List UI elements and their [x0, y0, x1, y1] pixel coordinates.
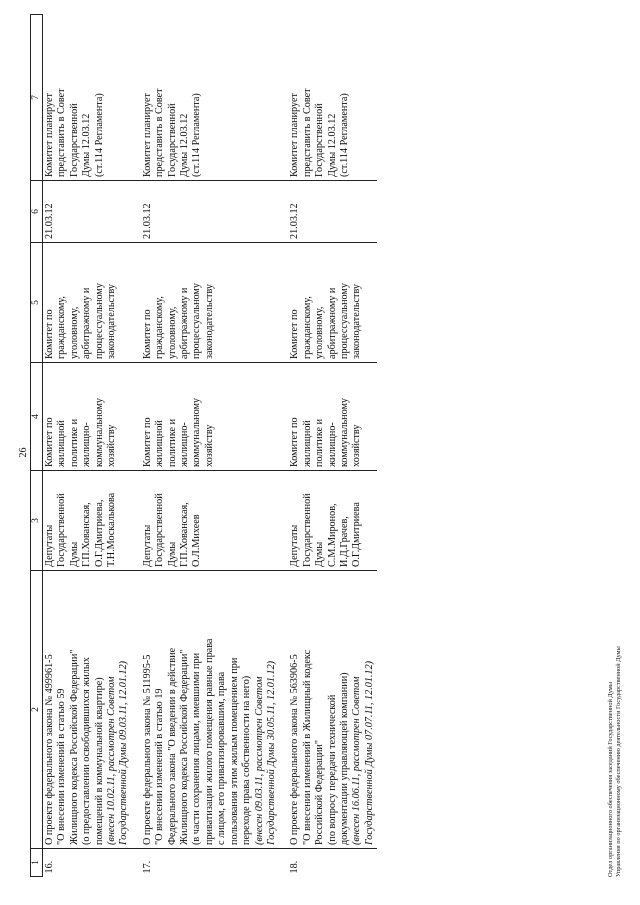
- committee-line: Комитет по: [141, 417, 153, 467]
- column-header: 4: [31, 363, 43, 471]
- author-line: С.М.Миронов,: [326, 503, 338, 567]
- plan-line: Государственной: [166, 103, 178, 177]
- row-number-cell: [43, 849, 132, 877]
- committee-cell: [132, 363, 279, 471]
- committee-line: коммунальному: [191, 397, 203, 467]
- table-row: [132, 15, 279, 877]
- bills-table: [30, 14, 377, 877]
- plan-line: Государственной: [68, 103, 80, 177]
- bill-status-line: Государственной Думы 30.05.11, 12.01.12): [265, 660, 277, 845]
- author-line: Государственной: [56, 493, 68, 567]
- author-line: О.Г.Дмитриева,: [93, 499, 105, 567]
- bill-status-line: Государственной Думы 09.03.11, 12.01.12): [118, 660, 130, 845]
- plan-line: (ст.114 Регламента): [338, 93, 350, 177]
- column-header: 6: [31, 181, 43, 243]
- bill-title-line: документации управляющей компании): [338, 672, 350, 845]
- row-number-cell: [279, 849, 377, 877]
- bill-title-line: переходе права собственности на него): [241, 675, 253, 845]
- table-header-row: [31, 15, 43, 877]
- committee-line: хозяйству: [106, 424, 118, 467]
- bill-title-cell: [279, 571, 377, 849]
- column-header: 7: [31, 15, 43, 181]
- author-line: О.Л.Михеев: [191, 514, 203, 567]
- co-committee-line: гражданскому,: [56, 296, 68, 359]
- committee-line: жилищной: [56, 420, 68, 467]
- bill-title-line: (в части сохранения лицами, имевшими при: [191, 652, 203, 845]
- author-line: Думы: [166, 541, 178, 567]
- date-cell: [132, 181, 279, 243]
- author-line: Депутаты: [44, 524, 55, 567]
- author-line: Депутаты: [289, 524, 301, 567]
- bill-title-line: О проекте федерального закона № 499961-5: [44, 654, 55, 845]
- author-line: Думы: [314, 541, 326, 567]
- bill-title-line: Федерального закона "О введении в действие: [166, 647, 178, 845]
- committee-line: коммунальному: [338, 397, 350, 467]
- committee-line: Комитет по: [44, 417, 55, 467]
- author-line: Г.П.Хованская,: [179, 502, 191, 567]
- bill-status-line: Государственной Думы 07.07.11, 12.01.12): [363, 660, 375, 845]
- bill-title-line: Жилищного кодекса Российской Федерации": [68, 649, 80, 845]
- co-committee-line: Комитет по: [44, 309, 55, 359]
- co-committee-cell: [43, 243, 132, 363]
- co-committee-line: уголовному,: [314, 306, 326, 359]
- co-committee-line: законодательству: [351, 284, 363, 359]
- author-line: О.Г.Дмитриева: [351, 502, 363, 567]
- co-committee-line: законодательству: [203, 284, 215, 359]
- plan-line: представить в Совет: [301, 88, 313, 177]
- co-committee-line: процессуальному: [93, 283, 105, 359]
- row-number: 17.: [141, 860, 153, 874]
- co-committee-line: законодательству: [106, 284, 118, 359]
- committee-line: политике и: [166, 418, 178, 467]
- committee-line: политике и: [68, 418, 80, 467]
- plan-cell: [132, 15, 279, 181]
- bill-title-line: (о предоставлении освободившихся жилых: [81, 657, 93, 845]
- bill-status-line: (внесен 09.03.11, рассмотрен Советом: [253, 676, 265, 845]
- authors-cell: [43, 471, 132, 571]
- bill-title-line: О проекте федерального закона № 511995-5: [141, 654, 153, 845]
- co-committee-line: уголовному,: [166, 306, 178, 359]
- bill-status-line: (внесен 10.02.11, рассмотрен Советом: [106, 676, 118, 845]
- bill-title-cell: [43, 571, 132, 849]
- bill-title-line: О проекте федерального закона № 563906-5: [289, 654, 301, 845]
- plan-cell: [43, 15, 132, 181]
- co-committee-line: уголовному,: [68, 306, 80, 359]
- date-value: 21.03.12: [289, 203, 301, 239]
- bill-title-line: (по вопросу передачи технической: [326, 694, 338, 845]
- author-line: Государственной: [301, 493, 313, 567]
- row-number: 18.: [289, 860, 301, 874]
- bill-title-line: пользования этим жилым помещением при: [228, 657, 240, 845]
- committee-line: хозяйству: [203, 424, 215, 467]
- committee-line: жилищно-: [326, 422, 338, 467]
- author-line: Думы: [68, 541, 80, 567]
- author-line: И.Д.Грачев,: [338, 516, 350, 567]
- plan-line: (ст.114 Регламента): [93, 93, 105, 177]
- author-line: Государственной: [154, 493, 166, 567]
- page-number: 26: [18, 447, 29, 458]
- date-cell: [43, 181, 132, 243]
- plan-line: (ст.114 Регламента): [191, 93, 203, 177]
- committee-line: Комитет по: [289, 417, 301, 467]
- table-row: [279, 15, 377, 877]
- date-value: 21.03.12: [44, 203, 55, 239]
- committee-line: жилищно-: [179, 422, 191, 467]
- co-committee-line: процессуальному: [191, 283, 203, 359]
- author-line: Депутаты: [141, 524, 153, 567]
- committee-line: жилищной: [154, 420, 166, 467]
- co-committee-line: гражданскому,: [301, 296, 313, 359]
- footer: [607, 646, 623, 877]
- bill-title-line: Российской Федерации": [314, 739, 326, 845]
- co-committee-line: гражданскому,: [154, 296, 166, 359]
- bill-title-line: приватизации жилого помещения равные права: [203, 638, 215, 845]
- row-number-cell: [132, 849, 279, 877]
- plan-line: Комитет планирует: [141, 93, 153, 177]
- co-committee-line: арбитражному и: [179, 287, 191, 359]
- column-header: 2: [31, 571, 43, 849]
- column-header: 5: [31, 243, 43, 363]
- committee-line: хозяйству: [351, 424, 363, 467]
- committee-cell: [43, 363, 132, 471]
- committee-line: жилищно-: [81, 422, 93, 467]
- bill-status-line: (внесен 16.06.11, рассмотрен Советом: [351, 676, 363, 845]
- bill-title-line: "О внесении изменений в статью 59: [56, 688, 68, 845]
- column-header: 1: [31, 849, 43, 877]
- plan-line: Комитет планирует: [44, 93, 55, 177]
- table-row: [43, 15, 132, 877]
- plan-line: Думы 12.03.12: [81, 113, 93, 177]
- author-line: Г.П.Хованская,: [81, 502, 93, 567]
- committee-line: коммунальному: [93, 397, 105, 467]
- co-committee-line: Комитет по: [289, 309, 301, 359]
- plan-line: Думы 12.03.12: [326, 113, 338, 177]
- row-number: 16.: [44, 860, 55, 874]
- co-committee-cell: [132, 243, 279, 363]
- plan-line: представить в Совет: [56, 88, 68, 177]
- co-committee-line: арбитражному и: [81, 287, 93, 359]
- plan-line: Государственной: [314, 103, 326, 177]
- authors-cell: [279, 471, 377, 571]
- authors-cell: [132, 471, 279, 571]
- committee-cell: [279, 363, 377, 471]
- plan-line: Думы 12.03.12: [179, 113, 191, 177]
- footer-line: Управления по организационному обеспечению деятельности Государственной Думы: [615, 646, 622, 877]
- co-committee-cell: [279, 243, 377, 363]
- bill-title-line: "О внесении изменений в статью 19: [154, 688, 166, 845]
- bill-title-line: с лицом, его приватизировавшим, права: [216, 671, 228, 845]
- column-header: 3: [31, 471, 43, 571]
- plan-line: Комитет планирует: [289, 93, 301, 177]
- bill-title-line: "О внесении изменений в Жилищный кодекс: [301, 649, 313, 845]
- plan-cell: [279, 15, 377, 181]
- co-committee-line: процессуальному: [338, 283, 350, 359]
- footer-line: Отдел организационного обеспечения заседаний Государственной Думы: [607, 682, 614, 877]
- committee-line: политике и: [314, 418, 326, 467]
- co-committee-line: Комитет по: [141, 309, 153, 359]
- date-value: 21.03.12: [141, 203, 153, 239]
- bill-title-cell: [132, 571, 279, 849]
- co-committee-line: арбитражному и: [326, 287, 338, 359]
- date-cell: [279, 181, 377, 243]
- plan-line: представить в Совет: [154, 88, 166, 177]
- committee-line: жилищной: [301, 420, 313, 467]
- bill-title-line: помещений в коммунальной квартире): [93, 677, 105, 845]
- bill-title-line: Жилищного кодекса Российской Федерации": [179, 649, 191, 845]
- author-line: Т.Н.Москалькова: [106, 492, 118, 567]
